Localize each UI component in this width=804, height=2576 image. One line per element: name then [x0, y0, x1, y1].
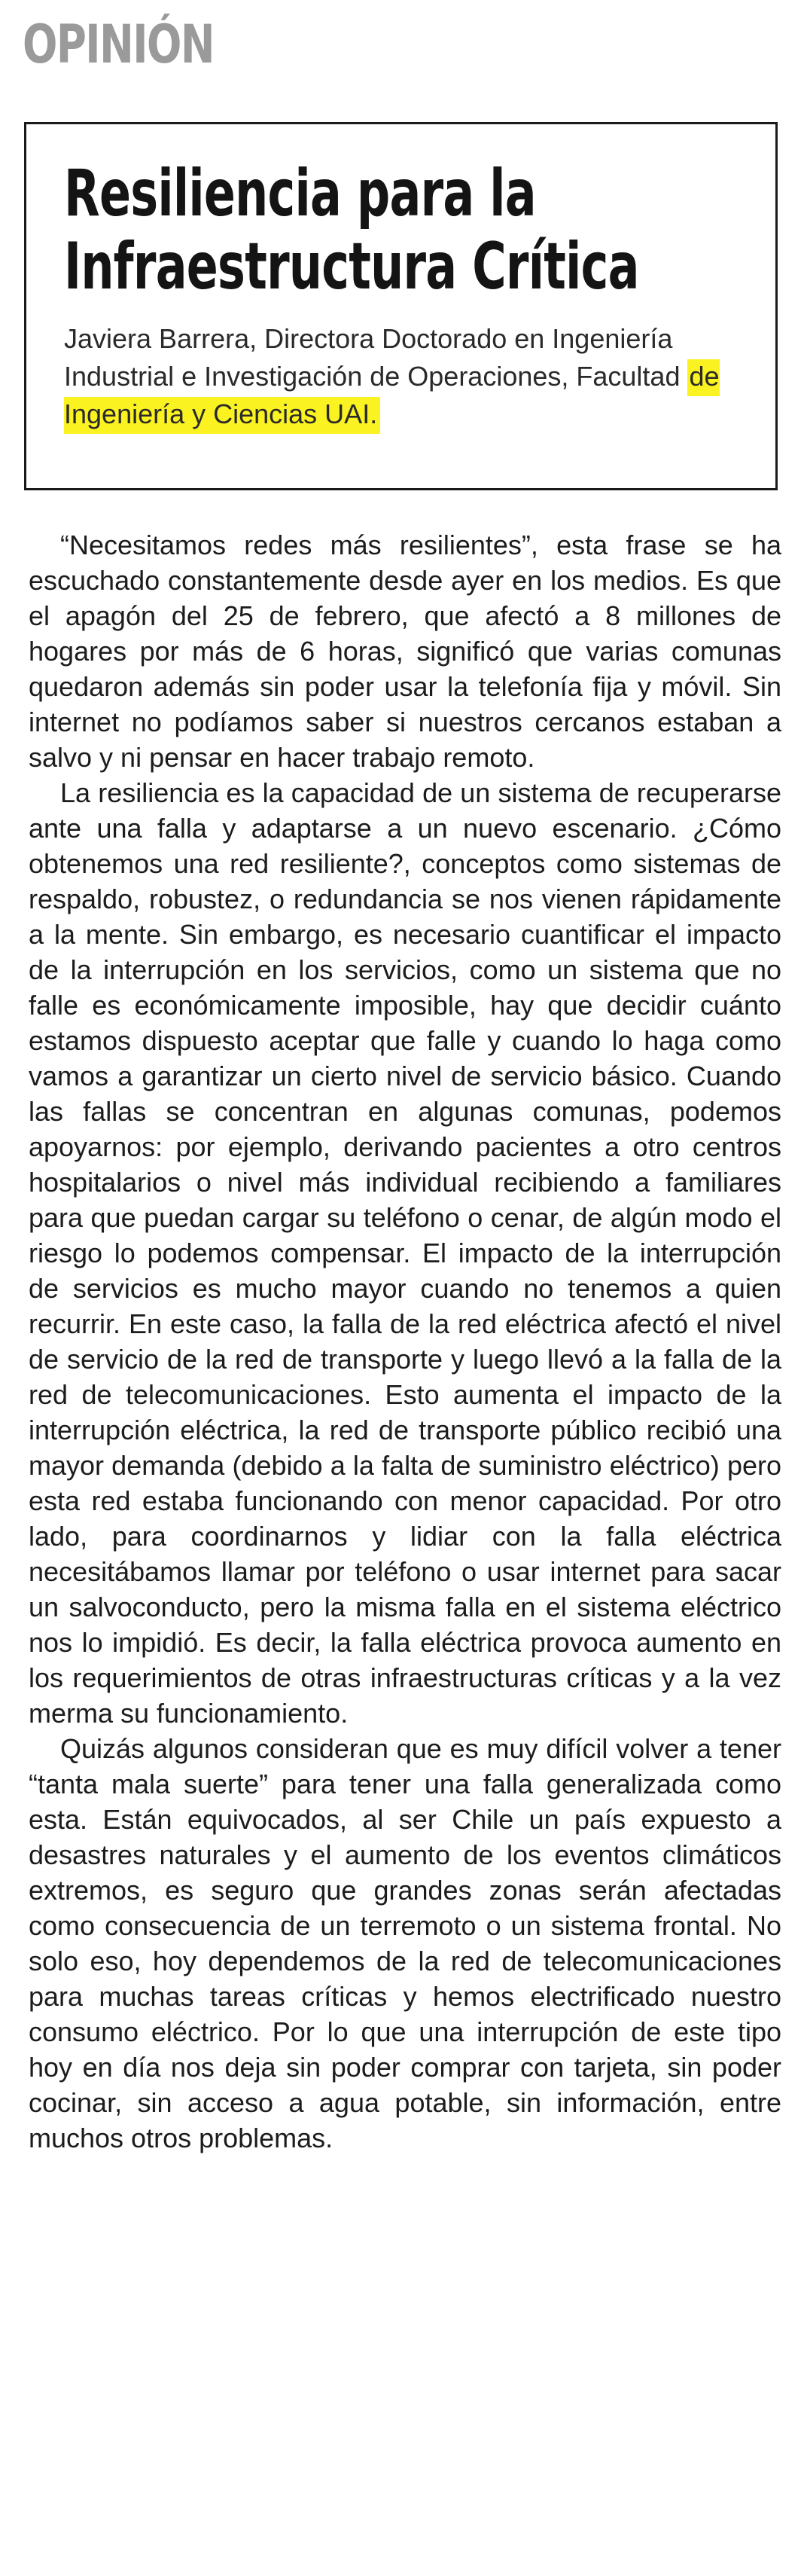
article-paragraph: “Necesitamos redes más resilientes”, esta frase se ha escuchado constantemente desde ayer en los medios. Es que el apagón del 25 de febrero, que afectó a 8 millones de hogares por más de 6 horas, significó que varias comunas quedaron además sin poder usar la telefonía fija y móvil. Sin internet no podíamos saber si nuestros cercanos estaban a salvo y ni pensar en hacer trabajo remoto. — [29, 530, 781, 773]
article-paragraph: Quizás algunos consideran que es muy difícil volver a tener “tanta mala suerte” para tener una falla generalizada como esta. Están equivocados, al ser Chile un país expuesto a desastres naturales y el aumento de los eventos climáticos extremos, es seguro que grandes zonas serán afectadas como consecuencia de un terremoto o un sistema frontal. No solo eso, hoy dependemos de la red de telecomunicaciones para muchas tareas críticas y hemos electrificado nuestro consumo eléctrico. Por lo que una interrupción de este tipo hoy en día nos deja sin poder comprar con tarjeta, sin poder cocinar, sin acceso a agua potable, sin información, entre muchos otros problemas. — [29, 1733, 781, 2153]
byline-highlight: de Ingeniería y Ciencias UAI. — [64, 359, 720, 434]
author-byline — [64, 320, 742, 433]
section-label: OPINIÓN — [23, 14, 214, 75]
article-paragraph: La resiliencia es la capacidad de un sistema de recuperarse ante una falla y adaptarse a un nuevo escenario. ¿Cómo obtenemos una red resiliente?, conceptos como sistemas de respaldo, robustez, o redundancia se nos vienen rápidamente a la mente. Sin embargo, es necesario cuantificar el impacto de la interrupción en los servicios, como un sistema que no falle es económicamente imposible, hay que decidir cuánto estamos dispuesto aceptar que falle y cuando lo haga como vamos a garantizar un cierto nivel de servicio básico. Cuando las fallas se concentran en algunas comunas, podemos apoyarnos: por ejemplo, derivando pacientes a otro centros hospitalarios o nivel más individual recibiendo a familiares para que puedan cargar su teléfono o cenar, de algún modo el riesgo lo podemos compensar. El impacto de la interrupción de servicios es mucho mayor cuando no tenemos a quien recurrir. En este caso, la falla de la red eléctrica afectó el nivel de servicio de la red de transporte y luego llevó a la falla de la red de telecomunicaciones. Esto aumenta el impacto de la interrupción eléctrica, la red de transporte público recibió una mayor demanda (debido a la falta de suministro eléctrico) pero esta red estaba funcionando con menor capacidad. Por otro lado, para coordinarnos y lidiar con la falla eléctrica necesitábamos llamar por teléfono o usar internet para sacar un salvoconducto, pero la misma falla en el sistema eléctrico nos lo impidió. Es decir, la falla eléctrica provoca aumento en los requerimientos de otras infraestructuras críticas y a la vez merma su funcionamiento. — [29, 777, 781, 1729]
article-header-box — [24, 122, 778, 490]
article-body — [29, 527, 781, 2156]
byline-text: Javiera Barrera, Directora Doctorado en Ingeniería Industrial e Investigación de Operaciones, Facultad — [64, 323, 688, 392]
article-title: Resiliencia para la Infraestructura Crítica — [64, 156, 639, 304]
